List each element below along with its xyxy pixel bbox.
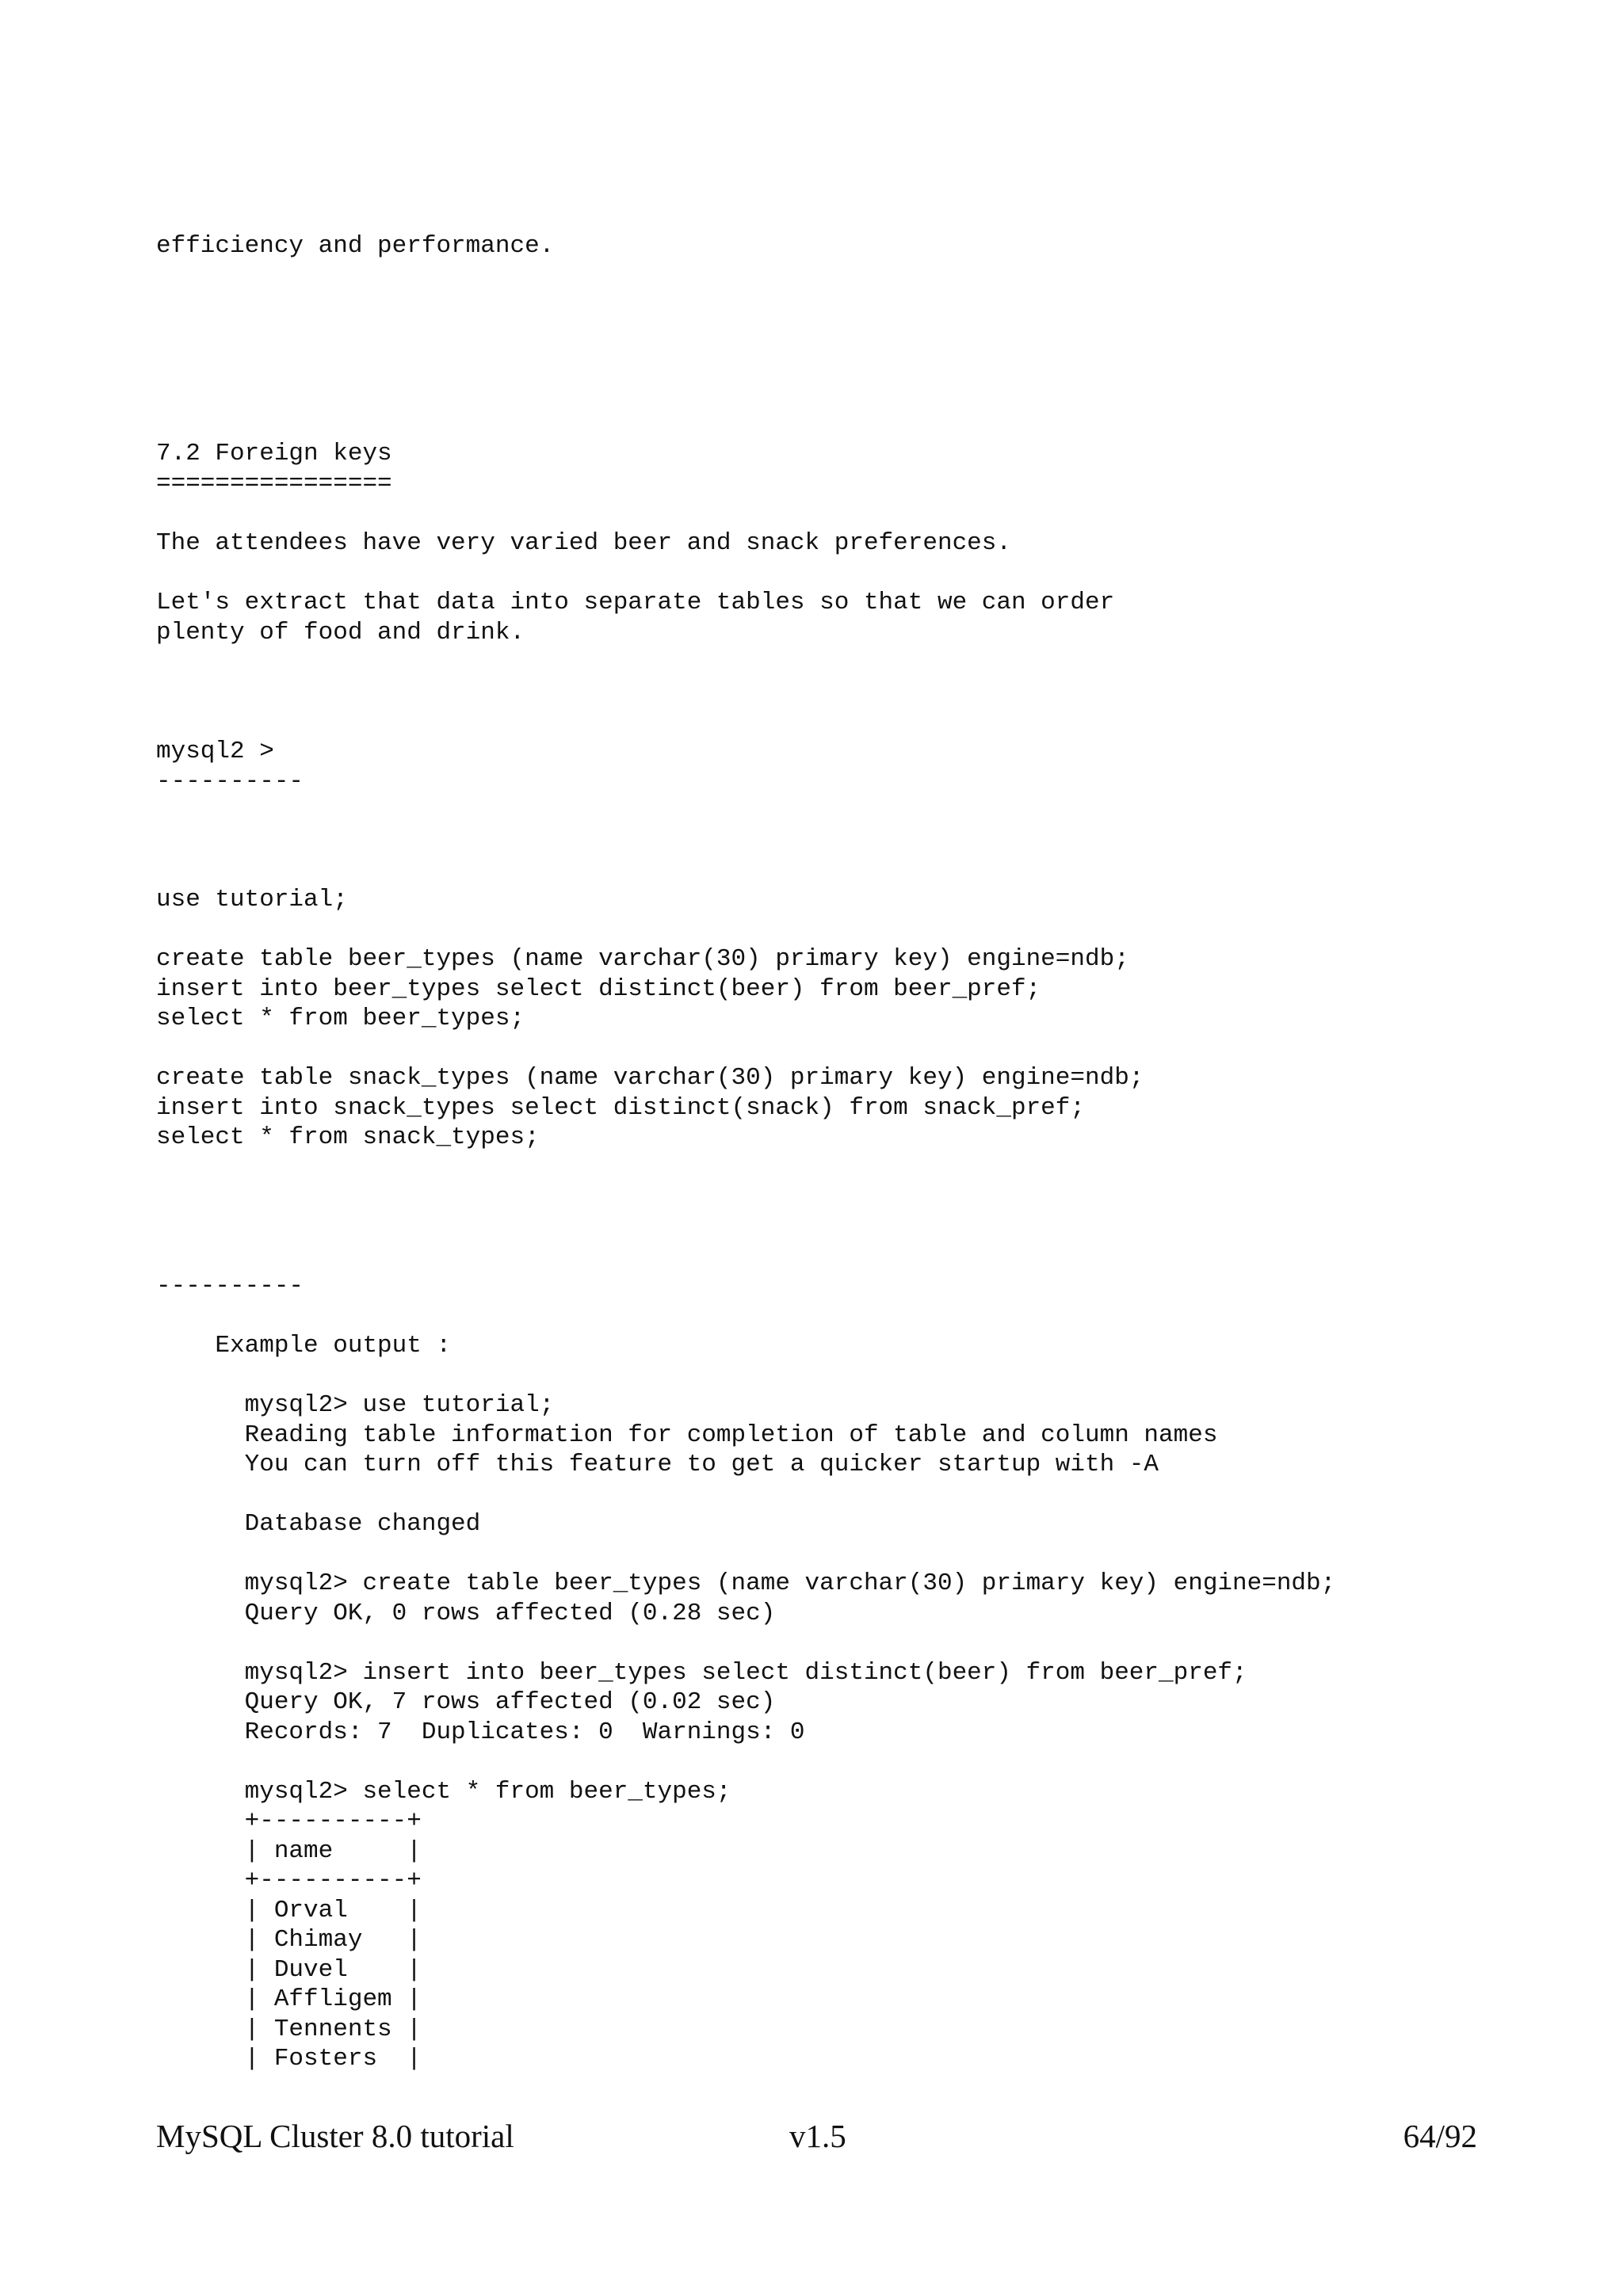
footer-document-title: MySQL Cluster 8.0 tutorial [156,2118,514,2154]
footer-version: v1.5 [789,2118,846,2154]
footer-page-number: 64/92 [1403,2118,1477,2154]
example-output-label: Example output : [156,1332,452,1360]
section-heading: 7.2 Foreign keys ================ [156,440,392,498]
example-output-block: mysql2> use tutorial; Reading table information for completion of table and column names You can turn off this feature to get a quicker startup with -A Database changed mysql2> create table beer_types (name varchar(30) primary key) engine=ndb; Query OK, 0 rows affected (0.28 sec) mysql2> insert into beer_types select distinct(beer) from beer_pref; Query OK, 7 rows affected (0.02 sec) Records: 7 Duplicates: 0 Warnings: 0 mysql2> select * from beer_types; +----------+ | name | +----------+ | Orval | | Chimay | | Duvel | | Affligem | | Tennents | | Fosters | [244,1391,1336,2073]
paragraph-preferences: The attendees have very varied beer and snack preferences. [156,529,1011,557]
paragraph-extract: Let's extract that data into separate tables so that we can order plenty of food and drink. [156,589,1115,646]
section-divider: ---------- [156,1272,304,1300]
sql-commands-block: use tutorial; create table beer_types (name varchar(30) primary key) engine=ndb; insert into beer_types select distinct(beer) from beer_pref; select * from beer_types; create table snack_types (name varchar(30) primary key) engine=ndb; insert into snack_types select distinct(snack) from snack_pref; select * from snack_types; [156,886,1144,1151]
prompt-header: mysql2 > ---------- [156,738,304,795]
intro-tail-text: efficiency and performance. [156,232,555,260]
